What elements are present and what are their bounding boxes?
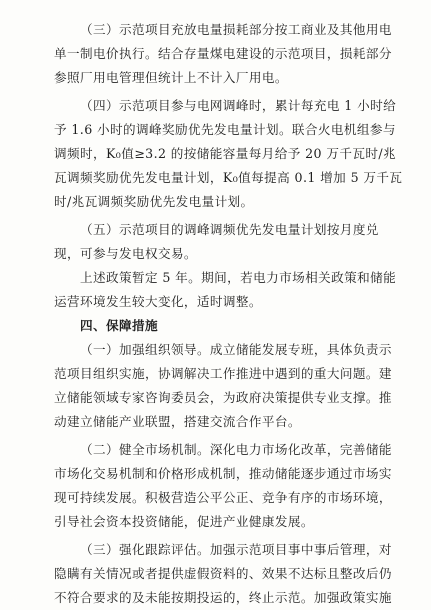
paragraph-item-5 — [54, 218, 387, 266]
text-line: 动建立储能产业联盟，搭建交流合作平台。 — [54, 414, 301, 429]
text-line: 瓦调频奖励优先发电量计划，K₀值每提高 0.1 增加 5 万千瓦 — [54, 170, 403, 185]
paragraph-policy-duration — [54, 266, 397, 314]
text-line: 现，可参与发电权交易。 — [54, 246, 197, 261]
text-line: （三）示范项目充放电量损耗部分按工商业及其他用电 — [80, 22, 392, 37]
text-line: 单一制电价执行。结合存量煤电建设的示范项目，损耗部分 — [54, 46, 392, 61]
text-line: 范项目组织实施，协调解决工作推进中遇到的重大问题。建 — [54, 366, 392, 381]
text-line: （四）示范项目参与电网调峰时，累计每充电 1 小时给 — [80, 98, 397, 113]
text-line: （二）健全市场机制。深化电力市场化改革，完善储能 — [80, 442, 392, 457]
text-line: 市场化交易机制和价格形成机制，推动储能逐步通过市场实 — [54, 466, 392, 481]
paragraph-item-3 — [54, 18, 392, 90]
text-line: 立储能领域专家咨询委员会，为政府决策提供专业支撑。推 — [54, 390, 392, 405]
text-line: （一）加强组织领导。成立储能发展专班，具体负责示 — [80, 342, 392, 357]
section-item-2 — [54, 438, 392, 534]
text-line: 不符合要求的及未能按期投运的，终止示范。加强政策实施 — [54, 590, 392, 605]
text-line: 时/兆瓦调频奖励优先发电量计划。 — [54, 194, 254, 209]
section-item-1 — [54, 338, 392, 434]
text-line: 调频时，K₀值≥3.2 的按储能容量每月给予 20 万千瓦时/兆 — [54, 146, 396, 161]
text-line: 运营环境发生较大变化，适时调整。 — [54, 294, 262, 309]
paragraph-item-4 — [54, 94, 403, 214]
text-line: （五）示范项目的调峰调频优先发电量计划按月度兑 — [80, 222, 379, 237]
text-line: 参照厂用电管理但统计上不计入厂用电。 — [54, 70, 288, 85]
text-line: 现可持续发展。积极营造公平公正、竞争有序的市场环境， — [54, 490, 392, 505]
text-line: 予 1.6 小时的调峰奖励优先发电量计划。联合火电机组参与 — [54, 122, 396, 137]
text-line: 上述政策暂定 5 年。期间，若电力市场相关政策和储能 — [80, 270, 397, 285]
text-line: （三）强化跟踪评估。加强示范项目事中事后管理，对 — [80, 542, 392, 557]
text-line: 隐瞒有关情况或者提供虚假资料的、效果不达标且整改后仍 — [54, 566, 392, 581]
section-item-3 — [54, 538, 392, 610]
text-line: 引导社会资本投资储能，促进产业健康发展。 — [54, 514, 314, 529]
section-heading: 四、保障措施 — [80, 318, 158, 333]
